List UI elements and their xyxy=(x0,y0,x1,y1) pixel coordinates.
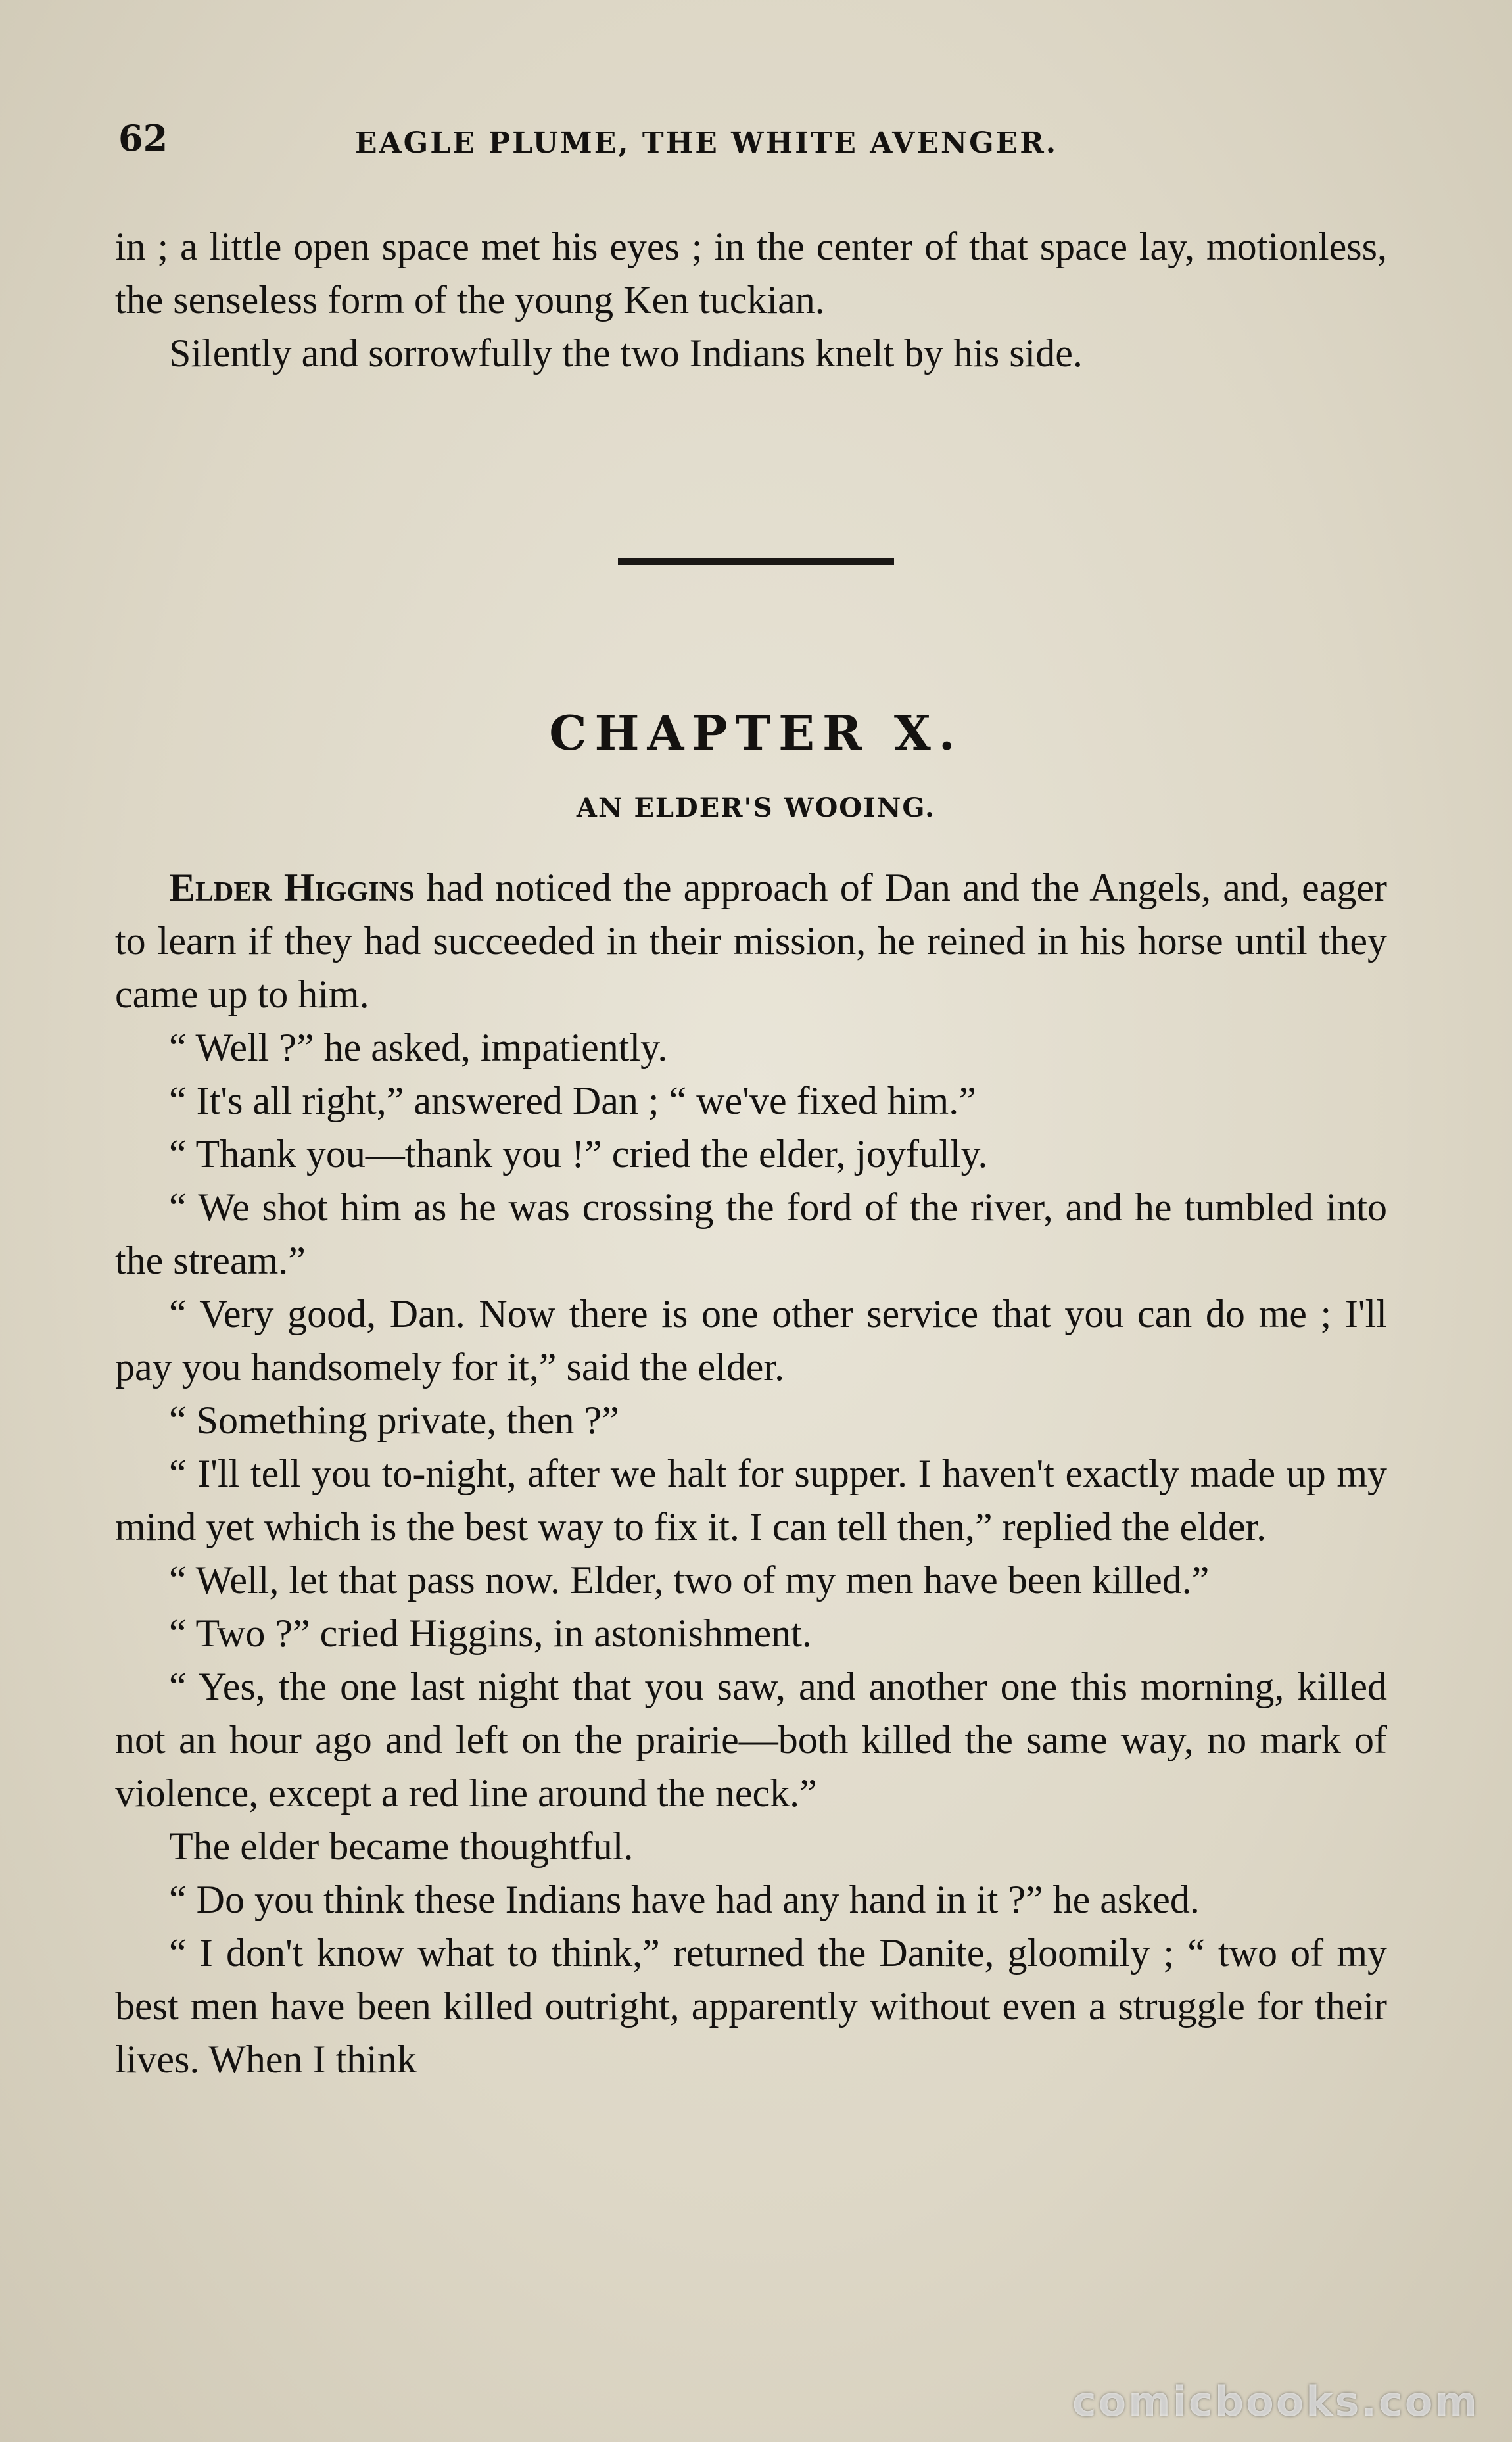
chapter-text xyxy=(115,861,1387,2086)
running-head: EAGLE PLUME, THE WHITE AVENGER. xyxy=(355,126,1058,160)
paragraph: The elder became thoughtful. xyxy=(169,1825,634,1868)
opening-smallcaps: Elder Higgins xyxy=(169,866,415,909)
paragraph: “ Well ?” he asked, impatiently. xyxy=(169,1026,668,1069)
paragraph: “ Do you think these Indians have had any hand in it ?” he asked. xyxy=(169,1878,1200,1921)
paragraph: “ Well, let that pass now. Elder, two of my men have been killed.” xyxy=(169,1558,1210,1602)
page-number: 62 xyxy=(118,117,168,159)
paragraph: in ; a little open space met his eyes ; in the center of that space lay, motionless, the senseless form of the young Ken tuckian. xyxy=(115,225,1387,322)
paragraph: “ I'll tell you to-night, after we halt for supper. I haven't exactly made up my mind yet which is the best way to fix it. I can tell then,” replied the elder. xyxy=(115,1452,1387,1548)
paragraph: “ We shot him as he was crossing the ford of the river, and he tumbled into the stream.” xyxy=(115,1185,1387,1282)
paragraph: “ Yes, the one last night that you saw, and another one this morning, killed not an hour ago and left on the prairie—both killed the same way, no mark of violence, except a red line around the neck.” xyxy=(115,1665,1387,1815)
opening-paragraph xyxy=(115,861,1387,1021)
chapter-subtitle: AN ELDER'S WOOING. xyxy=(576,792,936,823)
paragraph: “ I don't know what to think,” returned the Danite, gloomily ; “ two of my best men have been killed outright, apparently without even a struggle for their lives. When I think xyxy=(115,1931,1387,2081)
section-divider xyxy=(618,558,894,565)
paragraph: “ Very good, Dan. Now there is one other service that you can do me ; I'll pay you handsomely for it,” said the elder. xyxy=(115,1292,1387,1389)
paragraph: Silently and sorrowfully the two Indians knelt by his side. xyxy=(169,331,1083,375)
chapter-title: CHAPTER X. xyxy=(549,705,963,761)
paragraph: “ Two ?” cried Higgins, in astonishment. xyxy=(169,1612,812,1655)
opening-rest: had noticed the approach of Dan and the Angels, and, eager to learn if they had succeeded in their mission, he reined in his horse until they came up to him. xyxy=(115,866,1387,1016)
paragraph: “ Thank you—thank you !” cried the elder, joyfully. xyxy=(169,1132,988,1176)
watermark: comicbooks.com xyxy=(1072,2378,1479,2426)
top-text-block xyxy=(115,220,1387,380)
paragraph: “ It's all right,” answered Dan ; “ we've fixed him.” xyxy=(169,1079,976,1122)
paragraph: “ Something private, then ?” xyxy=(169,1399,619,1442)
page-header xyxy=(118,117,1394,170)
